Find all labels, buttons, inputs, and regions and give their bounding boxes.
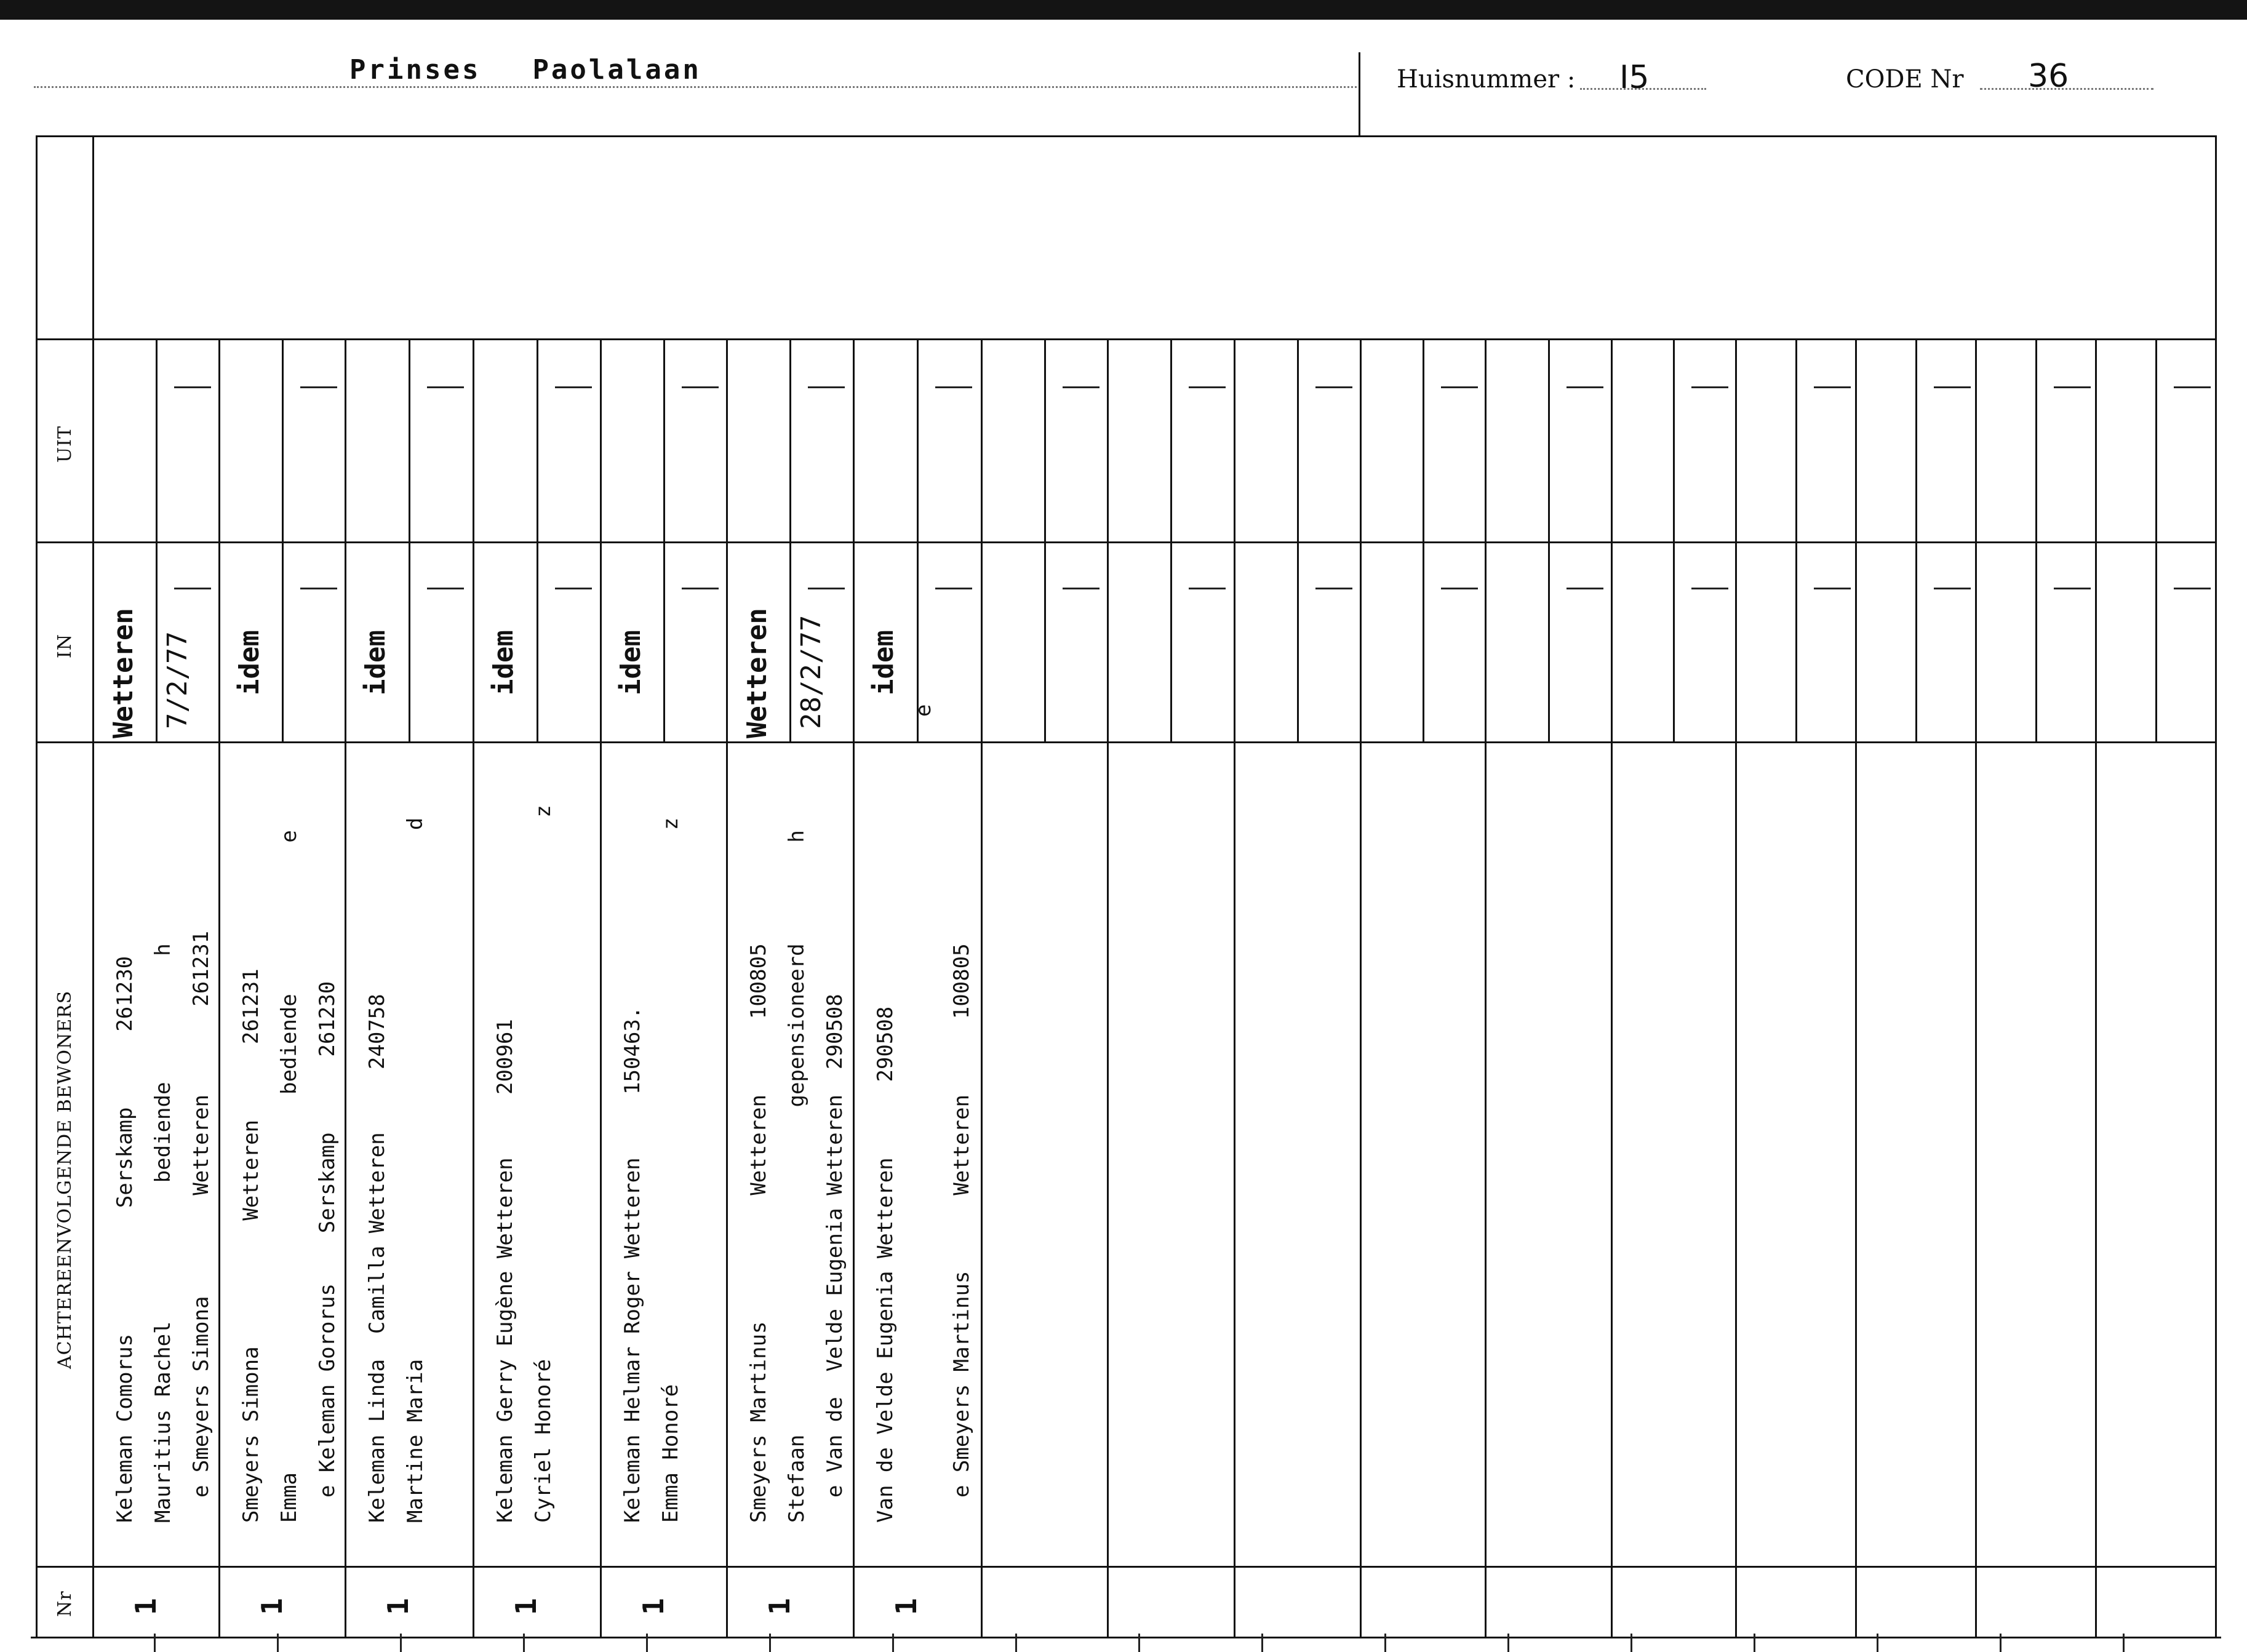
column-divider — [1975, 338, 1977, 1637]
sub-column-divider — [537, 338, 538, 741]
empty-dash — [1063, 386, 1100, 388]
bottom-edge-tick — [769, 1634, 771, 1652]
empty-dash — [1189, 386, 1226, 388]
column-divider — [1735, 338, 1737, 1637]
empty-dash — [1691, 386, 1728, 388]
resident-entry — [740, 830, 854, 1523]
empty-dash — [935, 386, 972, 388]
empty-dash — [1315, 386, 1352, 388]
resident-line: Martine Maria d — [403, 817, 428, 1523]
in-origin: Wetteren — [741, 608, 773, 738]
empty-dash — [808, 588, 845, 589]
sub-column-divider — [1170, 338, 1172, 741]
sub-column-divider — [282, 338, 284, 741]
empty-dash — [2174, 588, 2211, 589]
row-divider — [36, 541, 2215, 543]
label-column-divider — [92, 135, 94, 1637]
sub-column-divider — [1548, 338, 1550, 741]
resident-entry — [613, 818, 690, 1523]
bottom-edge-tick — [1507, 1634, 1509, 1652]
bottom-edge-tick — [1877, 1634, 1878, 1652]
column-divider — [1107, 338, 1109, 1637]
sub-column-divider — [1423, 338, 1424, 741]
bottom-edge-tick — [277, 1634, 279, 1652]
empty-dash — [808, 386, 845, 388]
bewoners-row-label: ACHTEREENVOLGENDE BEWONERS — [54, 990, 76, 1369]
sub-column-divider — [1673, 338, 1675, 741]
empty-dash — [555, 588, 592, 589]
huisnummer-value: I5 — [1619, 59, 1650, 96]
resident-line: e — [911, 704, 936, 1523]
empty-dash — [1441, 386, 1478, 388]
resident-entry — [358, 818, 434, 1523]
empty-dash — [427, 588, 464, 589]
empty-dash — [1934, 386, 1971, 388]
resident-entry — [106, 931, 220, 1523]
empty-dash — [1567, 386, 1603, 388]
row-divider — [36, 741, 2215, 743]
empty-dash — [1441, 588, 1478, 589]
street-name: Prinses Paolalaan — [349, 54, 701, 86]
empty-dash — [935, 588, 972, 589]
resident-line: Keleman Linda Camilla Wetteren 240758 — [365, 994, 389, 1523]
resident-line: Cyriel Honoré z — [531, 805, 556, 1523]
bottom-edge-tick — [1138, 1634, 1140, 1652]
bottom-edge-tick — [2000, 1634, 2002, 1652]
column-divider — [981, 338, 983, 1637]
resident-line: Van de Velde Eugenia Wetteren 290508 — [873, 1006, 898, 1523]
empty-dash — [427, 386, 464, 388]
empty-dash — [300, 588, 337, 589]
empty-dash — [174, 386, 211, 388]
resident-number: 1 — [381, 1598, 415, 1615]
sub-column-divider — [156, 338, 158, 741]
empty-dash — [1315, 588, 1352, 589]
in-origin: Wetteren — [108, 608, 139, 738]
sub-column-divider — [789, 338, 791, 741]
empty-dash — [1814, 386, 1851, 388]
table-border-left — [36, 135, 38, 1637]
row-divider — [36, 1566, 2215, 1568]
bottom-edge-tick — [154, 1634, 156, 1652]
empty-dash — [1814, 588, 1851, 589]
resident-line: e Smeyers Martinus Wetteren 100805 — [949, 943, 974, 1523]
bottom-edge-tick — [1384, 1634, 1386, 1652]
scan-top-edge — [0, 0, 2247, 20]
resident-number: 1 — [509, 1598, 543, 1615]
resident-entry — [232, 830, 346, 1523]
resident-entry — [866, 704, 981, 1523]
header-divider — [1359, 52, 1360, 135]
empty-dash — [2054, 588, 2091, 589]
in-origin: idem — [360, 630, 391, 695]
empty-dash — [2174, 386, 2211, 388]
sub-column-divider — [663, 338, 665, 741]
sub-column-divider — [1297, 338, 1299, 741]
street-dotted-line — [34, 86, 1357, 88]
column-divider — [1234, 338, 1235, 1637]
resident-line: Emma bediende e — [277, 830, 301, 1523]
resident-entry — [486, 805, 562, 1523]
uit-row-label: UIT — [54, 425, 76, 463]
sub-column-divider — [1044, 338, 1046, 741]
table-border-right — [2215, 135, 2217, 1637]
empty-dash — [1934, 588, 1971, 589]
resident-number: 1 — [637, 1598, 670, 1615]
resident-number: 1 — [255, 1598, 289, 1615]
empty-dash — [555, 386, 592, 388]
sub-column-divider — [2155, 338, 2157, 741]
bottom-edge-tick — [1261, 1634, 1263, 1652]
resident-line: e Smeyers Simona Wetteren 261231 — [189, 930, 214, 1523]
column-divider — [1485, 338, 1487, 1637]
resident-line: Mauritius Rachel bediende h — [151, 943, 175, 1523]
in-origin: idem — [615, 630, 647, 695]
resident-number: 1 — [763, 1598, 796, 1615]
column-divider — [1611, 338, 1613, 1637]
in-origin: idem — [488, 630, 519, 695]
code-label: CODE Nr — [1846, 65, 1964, 94]
sub-column-divider — [409, 338, 410, 741]
in-date: 7/2/77 — [162, 631, 193, 729]
resident-line: e Van de Velde Eugenia Wetteren 290508 — [823, 994, 847, 1523]
resident-line: Emma Honoré z — [658, 817, 683, 1523]
column-divider — [1855, 338, 1857, 1637]
empty-dash — [174, 588, 211, 589]
resident-line: Keleman Comorus Serskamp 261230 — [113, 956, 137, 1523]
sub-column-divider — [1915, 338, 1917, 741]
bottom-edge-tick — [2123, 1634, 2125, 1652]
bottom-edge-tick — [1015, 1634, 1017, 1652]
resident-line: Stefaan gepensioneerd h — [784, 830, 809, 1523]
bottom-edge-tick — [1630, 1634, 1632, 1652]
column-divider — [2095, 338, 2097, 1637]
bottom-edge-tick — [400, 1634, 402, 1652]
column-divider — [600, 338, 602, 1637]
empty-dash — [1063, 588, 1100, 589]
resident-line: Keleman Gerry Eugène Wetteren 200961 — [493, 1019, 517, 1523]
resident-number: 1 — [129, 1598, 162, 1615]
resident-number: 1 — [890, 1598, 923, 1615]
empty-dash — [1691, 588, 1728, 589]
table-border-top — [36, 135, 2215, 137]
empty-dash — [2054, 386, 2091, 388]
code-value: 36 — [2028, 58, 2069, 95]
resident-line: Smeyers Simona Wetteren 261231 — [239, 968, 263, 1523]
sub-column-divider — [917, 338, 919, 741]
empty-dash — [682, 386, 719, 388]
sub-column-divider — [2035, 338, 2037, 741]
resident-line: Keleman Helmar Roger Wetteren 150463. — [620, 1006, 645, 1523]
resident-line: e Keleman Gororus Serskamp 261230 — [315, 981, 340, 1523]
bottom-edge-tick — [892, 1634, 894, 1652]
empty-dash — [1189, 588, 1226, 589]
in-row-label: IN — [54, 633, 76, 658]
nr-row-label: Nr — [54, 1590, 76, 1617]
bottom-edge-tick — [523, 1634, 525, 1652]
resident-line: Smeyers Martinus Wetteren 100805 — [746, 943, 771, 1523]
empty-dash — [1567, 588, 1603, 589]
bottom-edge-tick — [1754, 1634, 1755, 1652]
row-divider — [36, 338, 2215, 340]
in-origin: idem — [234, 630, 265, 695]
column-divider — [473, 338, 474, 1637]
sub-column-divider — [1795, 338, 1797, 741]
in-date: 28/2/77 — [796, 615, 827, 729]
column-divider — [726, 338, 728, 1637]
empty-dash — [300, 386, 337, 388]
empty-dash — [682, 588, 719, 589]
column-divider — [1360, 338, 1362, 1637]
huisnummer-label: Huisnummer : — [1397, 65, 1576, 94]
in-origin: idem — [868, 630, 900, 695]
table-border-bottom — [31, 1637, 2221, 1638]
bottom-edge-tick — [646, 1634, 648, 1652]
